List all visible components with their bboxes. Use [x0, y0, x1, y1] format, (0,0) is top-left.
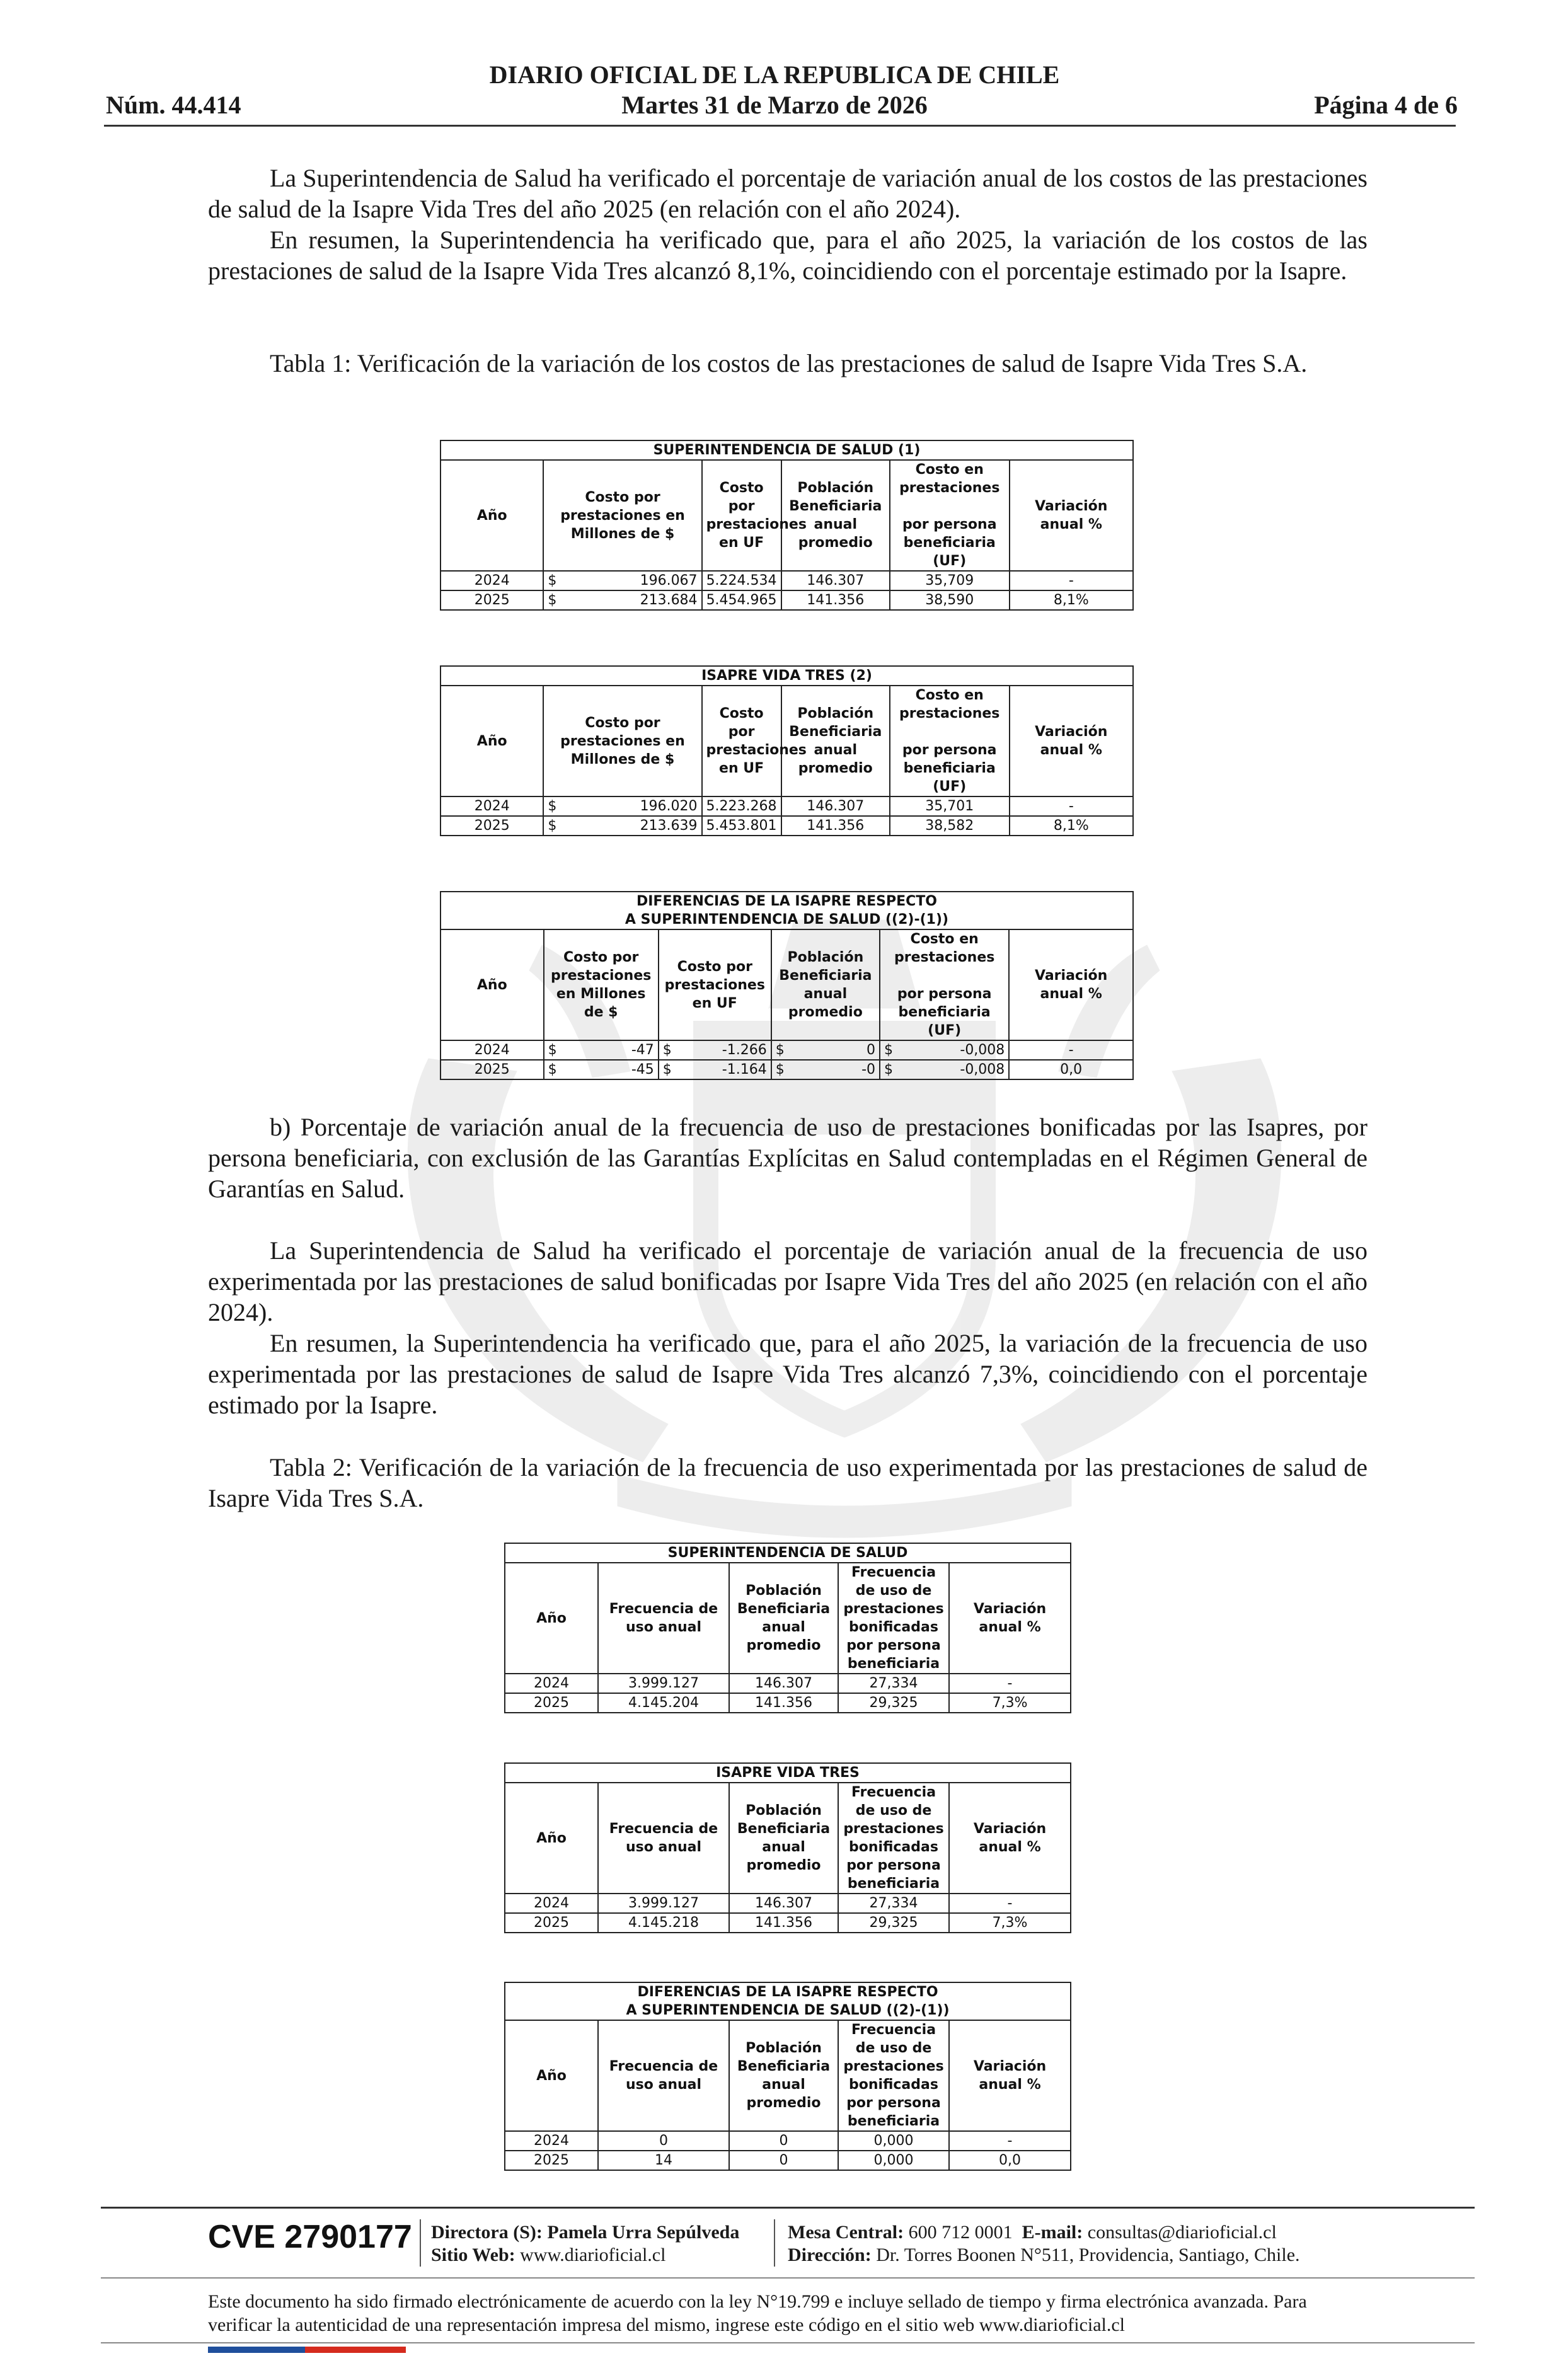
cell-anio: 2024: [441, 796, 543, 816]
col-header-frecuencia: Frecuencia de uso anual: [598, 1783, 729, 1894]
cell-currency: $: [543, 590, 564, 610]
paragraph-summary-costs: En resumen, la Superintendencia ha verificado que, para el año 2025, la variación de los costos de las prestaciones de salud de la Isapre Vida Tres alcanzó 8,1%, coincidiendo con el porcentaje estimado por la Isapre.: [208, 226, 1368, 285]
director-label: Directora (S):: [431, 2222, 543, 2243]
cell-uf: 5.224.534: [702, 571, 781, 590]
cell-uf: 5.223.268: [702, 796, 781, 816]
paragraph-verification-costs: La Superintendencia de Salud ha verificado el porcentaje de variación anual de los costos de las prestaciones de salud de la Isapre Vida Tres del año 2025 (en relación con el año 2024).: [208, 164, 1368, 223]
cell-variacion: -: [1010, 796, 1133, 816]
cell-currency: $: [544, 1060, 569, 1079]
cell-anio: 2025: [441, 816, 543, 836]
cell-currency: $: [880, 1040, 905, 1060]
col-header-poblacion: Población Beneficiaria anual promedio: [729, 1783, 838, 1894]
cell-uf: 5.454.965: [702, 590, 781, 610]
table-title: [505, 1982, 1071, 2020]
col-header-costo-millones: Costo por prestaciones en Millones de $: [543, 686, 701, 796]
table-title-line-2: A SUPERINTENDENCIA DE SALUD ((2)-(1)): [626, 2003, 950, 2018]
col-header-costo-persona-b: por persona beneficiaria (UF): [902, 742, 997, 795]
col-header-costo-persona: [890, 686, 1010, 796]
cell-poblacion: 146.307: [729, 1894, 838, 1913]
col-header-variacion: Variación anual %: [1010, 686, 1133, 796]
table-row: [441, 796, 1133, 816]
address-label: Dirección:: [788, 2245, 872, 2265]
cell-millones: 213.684: [564, 590, 701, 610]
cell-millones: 196.020: [564, 796, 701, 816]
cell-frecuencia-persona: 29,325: [838, 1693, 949, 1713]
table-title: ISAPRE VIDA TRES (2): [441, 666, 1133, 686]
footer-director-block: [431, 2221, 739, 2267]
table-row: [441, 1040, 1133, 1060]
table-row: [505, 1674, 1071, 1693]
cell-anio: 2024: [441, 1040, 544, 1060]
cell-frecuencia: 3.999.127: [598, 1894, 729, 1913]
col-header-frecuencia-persona: Frecuencia de uso de prestaciones bonificadas por persona beneficiaria: [838, 2020, 949, 2131]
issue-number: Núm. 44.414: [106, 91, 241, 119]
col-header-anio: Año: [441, 460, 543, 571]
col-header-costo-uf: Costo por prestaciones en UF: [659, 929, 771, 1040]
cell-currency: $: [543, 571, 564, 590]
col-header-anio: Año: [505, 1783, 598, 1894]
table-title: SUPERINTENDENCIA DE SALUD (1): [441, 440, 1133, 460]
cell-millones: -47: [568, 1040, 659, 1060]
table-1-caption-text: Tabla 1: Verificación de la variación de los costos de las prestaciones de salud de Isapre Vida Tres S.A.: [270, 349, 1308, 377]
col-header-anio: Año: [441, 929, 544, 1040]
cell-frecuencia-persona: 29,325: [838, 1913, 949, 1933]
cell-frecuencia-persona: 0,000: [838, 2131, 949, 2151]
cell-currency: $: [880, 1060, 905, 1079]
cell-millones: -45: [568, 1060, 659, 1079]
col-header-costo-millones: Costo por prestaciones en Millones de $: [543, 460, 701, 571]
cell-poblacion: 0: [796, 1040, 880, 1060]
cell-frecuencia-persona: 27,334: [838, 1894, 949, 1913]
cell-frecuencia: 14: [598, 2151, 729, 2170]
address-value: Dr. Torres Boonen N°511, Providencia, Santiago, Chile.: [876, 2245, 1300, 2265]
digital-signature-note: Este documento ha sido firmado electrónicamente de acuerdo con la ley N°19.799 e incluye sellado de tiempo y firma electrónica avanzada. Para verificar la autenticidad de una representación impresa del mismo, ingrese este código en el sitio web www.diarioficial.cl: [208, 2291, 1307, 2335]
cell-frecuencia-persona: 27,334: [838, 1674, 949, 1693]
col-header-poblacion: Población Beneficiaria anual promedio: [781, 686, 890, 796]
issue-date: Martes 31 de Marzo de 2026: [621, 91, 928, 119]
table-2-caption: [208, 1452, 1368, 1514]
cell-frecuencia-persona: 0,000: [838, 2151, 949, 2170]
table-title-line-1: DIFERENCIAS DE LA ISAPRE RESPECTO: [637, 1984, 938, 2000]
website-link[interactable]: www.diarioficial.cl: [520, 2245, 666, 2265]
cell-variacion: 0,0: [1009, 1060, 1133, 1079]
cell-variacion: 8,1%: [1010, 590, 1133, 610]
col-header-poblacion: Población Beneficiaria anual promedio: [781, 460, 890, 571]
flag-stripe-blue: [208, 2347, 305, 2353]
col-header-variacion: Variación anual %: [949, 1563, 1071, 1674]
paragraph-verification-frequency: La Superintendencia de Salud ha verificado el porcentaje de variación anual de la frecuencia de uso experimentada por las prestaciones de salud bonificadas por Isapre Vida Tres del año 2025 (en relación con el año 2024).: [208, 1236, 1368, 1326]
cell-anio: 2025: [441, 1060, 544, 1079]
table-2-caption-text: Tabla 2: Verificación de la variación de la frecuencia de uso experimentada por las prestaciones de salud de Isapre Vida Tres S.A.: [208, 1453, 1368, 1512]
table-isapre-costs: [440, 665, 1134, 836]
footer-separator: [774, 2219, 775, 2267]
cell-poblacion: 146.307: [781, 571, 890, 590]
cell-frecuencia: 4.145.218: [598, 1913, 729, 1933]
col-header-costo-persona-b: por persona beneficiaria (UF): [902, 517, 997, 569]
cell-variacion: 0,0: [949, 2151, 1071, 2170]
table-row: [441, 816, 1133, 836]
cell-currency: $: [543, 816, 564, 836]
cell-uf: -1.266: [683, 1040, 771, 1060]
cell-variacion: -: [949, 1674, 1071, 1693]
col-header-costo-uf: Costo por prestaciones en UF: [702, 460, 781, 571]
col-header-poblacion: Población Beneficiaria anual promedio: [729, 2020, 838, 2131]
newspaper-title: DIARIO OFICIAL DE LA REPUBLICA DE CHILE: [489, 60, 1060, 89]
cell-poblacion: 141.356: [729, 1693, 838, 1713]
col-header-costo-persona-a: Costo en prestaciones: [894, 931, 995, 965]
table-superintendencia-frequency: [504, 1543, 1071, 1713]
col-header-variacion: Variación anual %: [949, 2020, 1071, 2131]
phone-label: Mesa Central:: [788, 2222, 904, 2243]
cell-poblacion: 0: [729, 2131, 838, 2151]
cell-frecuencia: 4.145.204: [598, 1693, 729, 1713]
cell-variacion: -: [1010, 571, 1133, 590]
footer-separator: [420, 2219, 421, 2267]
table-row: [505, 2131, 1071, 2151]
cell-costo-persona: 38,582: [890, 816, 1010, 836]
col-header-costo-persona-b: por persona beneficiaria (UF): [897, 986, 992, 1038]
table-row: [505, 1693, 1071, 1713]
cell-poblacion: 146.307: [729, 1674, 838, 1693]
col-header-frecuencia-persona: Frecuencia de uso de prestaciones bonificadas por persona beneficiaria: [838, 1783, 949, 1894]
cell-variacion: 8,1%: [1010, 816, 1133, 836]
col-header-costo-persona-a: Costo en prestaciones: [899, 462, 1000, 496]
email-label: E-mail:: [1022, 2222, 1083, 2243]
cell-currency: $: [771, 1060, 797, 1079]
cve-code: CVE 2790177: [208, 2219, 412, 2255]
paragraph-summary-frequency: En resumen, la Superintendencia ha verificado que, para el año 2025, la variación de la frecuencia de uso experimentada por las prestaciones de salud de Isapre Vida Tres alcanzó 7,3%, coincidiendo con el porcentaje estimado por la Isapre.: [208, 1329, 1368, 1419]
table-title: SUPERINTENDENCIA DE SALUD: [505, 1543, 1071, 1563]
footer-contact-block: [788, 2221, 1300, 2267]
cell-costo-persona: 35,701: [890, 796, 1010, 816]
cell-uf: 5.453.801: [702, 816, 781, 836]
table-row: [441, 571, 1133, 590]
cell-currency: $: [771, 1040, 797, 1060]
table-row: [505, 2151, 1071, 2170]
col-header-costo-millones: Costo por prestaciones en Millones de $: [544, 929, 659, 1040]
cell-poblacion: 141.356: [781, 816, 890, 836]
col-header-costo-persona: [890, 460, 1010, 571]
footer-rule-bottom: [101, 2342, 1475, 2343]
page-number: Página 4 de 6: [1314, 91, 1458, 119]
cell-anio: 2024: [505, 2131, 598, 2151]
col-header-variacion: Variación anual %: [949, 1783, 1071, 1894]
col-header-costo-persona: [880, 929, 1009, 1040]
table-row: [505, 1913, 1071, 1933]
cell-uf: -1.164: [683, 1060, 771, 1079]
cell-anio: 2025: [505, 1913, 598, 1933]
cell-costo-persona: -0,008: [905, 1060, 1010, 1079]
table-row: [441, 1060, 1133, 1079]
email-link[interactable]: consultas@diarioficial.cl: [1087, 2222, 1277, 2243]
cell-anio: 2024: [441, 571, 543, 590]
header-rule: [104, 125, 1456, 127]
col-header-frecuencia: Frecuencia de uso anual: [598, 2020, 729, 2131]
cell-frecuencia: 0: [598, 2131, 729, 2151]
paragraph-section-b: b) Porcentaje de variación anual de la frecuencia de uso de prestaciones bonificadas por las Isapres, por persona beneficiaria, con exclusión de las Garantías Explícitas en Salud contempladas en el Régimen General de Garantías en Salud.: [208, 1113, 1368, 1203]
cell-variacion: -: [949, 1894, 1071, 1913]
table-differences-frequency: [504, 1982, 1071, 2171]
table-superintendencia-costs: [440, 440, 1134, 611]
website-label: Sitio Web:: [431, 2245, 515, 2265]
table-isapre-frequency: [504, 1762, 1071, 1933]
col-header-poblacion: Población Beneficiaria anual promedio: [729, 1563, 838, 1674]
cell-costo-persona: -0,008: [905, 1040, 1010, 1060]
table-row: [505, 1894, 1071, 1913]
table-title: ISAPRE VIDA TRES: [505, 1763, 1071, 1783]
table-1-caption: [208, 348, 1368, 379]
cell-anio: 2025: [505, 2151, 598, 2170]
col-header-variacion: Variación anual %: [1010, 460, 1133, 571]
col-header-anio: Año: [505, 1563, 598, 1674]
col-header-anio: Año: [505, 2020, 598, 2131]
frequency-paragraphs: [208, 1235, 1368, 1420]
cell-millones: 213.639: [564, 816, 701, 836]
table-title-line-1: DIFERENCIAS DE LA ISAPRE RESPECTO: [636, 894, 938, 909]
table-differences-costs: [440, 891, 1134, 1080]
intro-paragraphs: [208, 163, 1368, 286]
flag-stripe-red: [305, 2347, 406, 2353]
cell-frecuencia: 3.999.127: [598, 1674, 729, 1693]
col-header-costo-persona-a: Costo en prestaciones: [899, 687, 1000, 721]
footer-rule-middle: [101, 2277, 1475, 2279]
cell-currency: $: [543, 796, 564, 816]
cell-currency: $: [659, 1040, 684, 1060]
col-header-poblacion: Población Beneficiaria anual promedio: [771, 929, 880, 1040]
footer-rule-top: [101, 2207, 1475, 2209]
cell-poblacion: 141.356: [729, 1913, 838, 1933]
cell-variacion: 7,3%: [949, 1693, 1071, 1713]
cell-anio: 2025: [505, 1693, 598, 1713]
cell-poblacion: 141.356: [781, 590, 890, 610]
cell-costo-persona: 35,709: [890, 571, 1010, 590]
cell-anio: 2025: [441, 590, 543, 610]
cell-variacion: -: [949, 2131, 1071, 2151]
cell-poblacion: 146.307: [781, 796, 890, 816]
col-header-costo-uf: Costo por prestaciones en UF: [702, 686, 781, 796]
table-title: [441, 892, 1133, 929]
cell-poblacion: 0: [729, 2151, 838, 2170]
table-row: [441, 590, 1133, 610]
cell-anio: 2024: [505, 1894, 598, 1913]
cell-currency: $: [659, 1060, 684, 1079]
col-header-frecuencia: Frecuencia de uso anual: [598, 1563, 729, 1674]
cell-currency: $: [544, 1040, 569, 1060]
col-header-anio: Año: [441, 686, 543, 796]
cell-anio: 2024: [505, 1674, 598, 1693]
col-header-frecuencia-persona: Frecuencia de uso de prestaciones bonificadas por persona beneficiaria: [838, 1563, 949, 1674]
table-title-line-2: A SUPERINTENDENCIA DE SALUD ((2)-(1)): [625, 912, 949, 928]
cell-variacion: -: [1009, 1040, 1133, 1060]
col-header-variacion: Variación anual %: [1009, 929, 1133, 1040]
cell-poblacion: -0: [796, 1060, 880, 1079]
cell-costo-persona: 38,590: [890, 590, 1010, 610]
phone-number: 600 712 0001: [908, 2222, 1013, 2243]
cell-millones: 196.067: [564, 571, 701, 590]
director-name: Pamela Urra Sepúlveda: [547, 2222, 740, 2243]
cell-variacion: 7,3%: [949, 1913, 1071, 1933]
section-b-paragraph: [208, 1112, 1368, 1204]
